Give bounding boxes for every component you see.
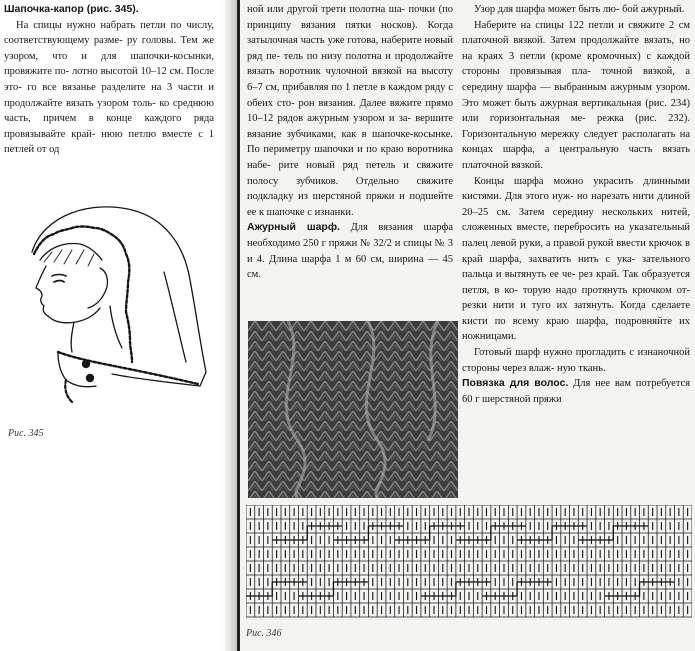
hood-hat-illustration	[14, 202, 214, 412]
right-column	[462, 2, 690, 407]
middle-column	[247, 2, 453, 283]
text-line: вязать воротник чулочной вязкой	[247, 66, 402, 78]
text-line: 1 м 60 см, ширина — 45 см.	[247, 253, 454, 281]
figure-caption-345: Рис. 345	[8, 428, 44, 439]
text-line: сложенных вместе, перебросить на	[462, 222, 625, 234]
text-line: Для нее вам	[573, 378, 631, 390]
hood-hat-paragraph-continued	[247, 2, 453, 220]
text-line: вязать платочной вязкой.	[462, 144, 690, 171]
text-line: точной вязкой, а середину шарфа —	[462, 66, 691, 93]
hood-hat-heading-line	[4, 2, 214, 18]
text-line: ко среднюю часть, причем в конце	[4, 97, 214, 125]
text-line: 1 петле в каждом ряду с обеих сто-	[247, 81, 453, 109]
text-line: может быть ажурная вертикальная	[482, 97, 642, 109]
ironing-paragraph	[462, 345, 690, 376]
text-line: полосу зубчиков. Отдельно свяжите	[247, 175, 453, 187]
text-line: мережку следует располагать на	[540, 128, 691, 140]
text-line: концах шарфа, а центральную часть	[462, 144, 653, 156]
text-line: в край шарфа, захватить нить с ука-	[462, 237, 691, 265]
text-line: Затем середину нескольких нитей,	[518, 206, 690, 218]
text-line: шарфа, подровняйте их ножницами.	[462, 315, 690, 343]
text-line: шапочки и по краю воротника набе-	[247, 144, 453, 171]
text-line: го все вязанье разделите на 3 части	[27, 81, 203, 93]
tassels-paragraph	[462, 174, 690, 346]
text-line: указательный палец левой руки,	[462, 222, 691, 249]
text-line: Когда сделаете кисти по всему краю	[462, 300, 691, 327]
headband-paragraph	[462, 376, 690, 407]
text-line: длинными кистями. Для этого нуж-	[462, 175, 690, 203]
text-line: бой ажурный.	[622, 4, 685, 15]
text-line: торую надо протянуть крючком от-	[522, 284, 691, 296]
text-line: но нарезать нити длиной 20–25 см.	[462, 191, 691, 218]
text-line: резки нити и туго их затянуть.	[462, 300, 615, 312]
text-line: с каждой стороны провязывая пла-	[462, 50, 690, 78]
text-line: режка (рис. 232). Горизонтальную	[462, 113, 690, 140]
text-line: Затем продолжайте вязать, но на	[462, 35, 690, 62]
text-line: носков). Когда затылочная часть	[247, 19, 453, 47]
headband-heading: Повязка для волос.	[462, 377, 569, 390]
knit-scarf-photo	[248, 321, 458, 498]
text-line: на высоту 6–7 см, прибавляя по	[247, 66, 454, 93]
openwork-scarf-heading: Ажурный шарф.	[247, 221, 340, 234]
text-line: 10–12 рядов ажурным узором и за-	[247, 113, 412, 125]
text-line: выбранным ажурным узором. Это	[462, 81, 691, 109]
text-line: (рис. 234) или горизонтальная ме-	[462, 97, 690, 125]
text-line: и продолжайте вязать узором толь-	[4, 81, 215, 109]
text-line: ную ткань.	[557, 362, 606, 374]
text-line: каждого ряда провязывайте край-	[4, 113, 214, 140]
text-line: и спицы № 3 и 4. Длина шарфа	[247, 237, 453, 265]
openwork-scarf-paragraph	[247, 220, 453, 282]
text-line: Узор для шарфа может быть лю-	[474, 4, 620, 15]
text-line: потребуется 60 г шерстяной пряжи	[462, 378, 691, 405]
hood-hat-paragraph	[4, 18, 214, 158]
text-line: вершите вязание зубчиками, как	[247, 113, 453, 140]
text-line: шапочки-косынки, провяжите по-	[4, 50, 214, 78]
left-column	[4, 2, 214, 158]
text-line: подкладку из шерстяной пряжи	[247, 191, 395, 203]
text-line: а правой рукой ввести крючок	[545, 237, 683, 249]
text-line: Для вязания шарфа необходимо 250 г пряжи № 32/2	[247, 222, 454, 249]
text-line: Готовый шарф нужно прогладить	[474, 347, 626, 359]
scarf-casting-paragraph	[462, 18, 690, 174]
text-line: На спицы нужно набрать петли	[16, 19, 166, 31]
hood-hat-heading: Шапочка-капор (рис. 345).	[4, 3, 139, 15]
text-line: по числу, соответствующему разме-	[4, 19, 214, 47]
text-line: Наберите на спицы 122 петли	[474, 19, 614, 31]
knitting-pattern-chart	[246, 505, 692, 625]
text-line: лотно высотой 10–12 см. После это-	[4, 66, 215, 93]
text-line: нюю петлю вместе с 1 петлей от од	[4, 128, 214, 156]
text-line: краях 3 петли (кроме кромочных)	[478, 50, 641, 62]
text-line: почки (по принципу вязания пятки	[247, 4, 453, 31]
text-line: ной или другой трети полотна ша-	[247, 4, 406, 15]
scarf-pattern-paragraph	[462, 2, 690, 18]
text-line: уже готова, наберите новый ряд пе-	[247, 35, 453, 62]
text-line: с изнаночной стороны через влаж-	[462, 347, 691, 374]
text-line: зательного пальца и вытянуть ее че-	[462, 253, 690, 281]
text-line: рез край. Так образуется петля, в ко-	[462, 269, 690, 296]
text-line: тель по низу полотна и продолжайте	[283, 50, 453, 62]
figure-caption-346: Рис. 346	[246, 628, 282, 639]
text-line: и подшейте ее к шапочке с изнанки.	[247, 191, 454, 218]
button-dot-icon	[82, 360, 90, 368]
text-line: Концы шарфа можно украсить	[474, 175, 634, 187]
text-line: в шапочке-косынке. По периметру	[247, 128, 454, 156]
text-line: ру головы. Тем же узором, что и для	[4, 35, 214, 62]
text-line: рите новый ряд петель и свяжите	[278, 159, 454, 171]
button-dot-icon	[86, 374, 94, 382]
text-line: рон вязания. Далее вяжите прямо	[298, 97, 453, 109]
text-line: и свяжите 2 см платочной вязкой.	[462, 19, 691, 47]
